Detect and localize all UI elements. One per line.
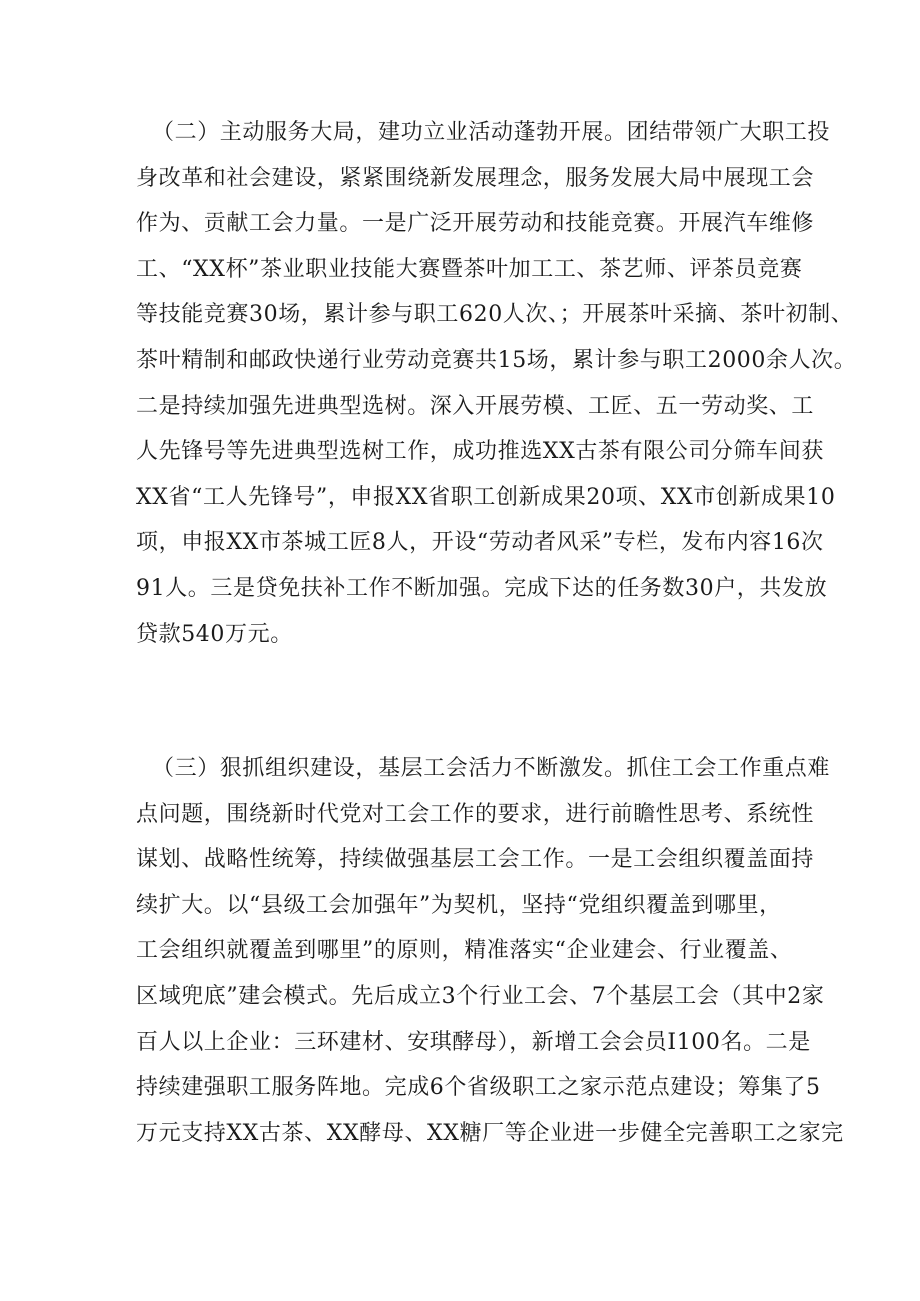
text-line: 工会组织就覆盖到哪里”的原则，精准落实“企业建会、行业覆盖、	[136, 938, 793, 964]
text-line: 续扩大。以“县级工会加强年”为契机，坚持“党组织覆盖到哪里，	[136, 892, 782, 918]
text-line: XX省“工人先锋号”，申报XX省职工创新成果20项、XX市创新成果10	[136, 484, 836, 510]
paragraph-service-overall	[136, 110, 857, 657]
paragraph-organization-building	[136, 746, 844, 1156]
text-line: 点问题，围绕新时代党对工会工作的要求，进行前瞻性思考、系统性	[136, 801, 815, 827]
text-line: 万元支持XX古茶、XX酵母、XX糖厂等企业进一步健全完善职工之家完	[136, 1120, 844, 1146]
text-line: 区域兜底”建会模式。先后成立3个行业工会、7个基层工会（其中2家	[136, 983, 825, 1009]
text-line: 贷款540万元。	[136, 621, 293, 647]
text-line: 二是持续加强先进典型选树。深入开展劳模、工匠、五一劳动奖、工	[136, 393, 815, 419]
text-line: 91人。三是贷免扶补工作不断加强。完成下达的任务数30户，共发放	[136, 575, 828, 601]
text-line: 作为、贡献工会力量。一是广泛开展劳动和技能竞赛。开展汽车维修	[136, 211, 815, 237]
text-line: 身改革和社会建设，紧紧围绕新发展理念，服务发展大局中展现工会	[136, 165, 815, 191]
text-line: （二）主动服务大局，建功立业活动蓬勃开展。团结带领广大职工投	[152, 120, 831, 145]
text-line: 持续建强职工服务阵地。完成6个省级职工之家示范点建设；筹集了5	[136, 1075, 821, 1101]
text-line: 工、“XX杯”茶业职业技能大赛暨茶叶加工工、茶艺师、评茶员竞赛	[136, 256, 803, 282]
text-line: 百人以上企业：三环建材、安琪酵母），新增工会会员I100名。二是	[136, 1029, 811, 1055]
text-line: 茶叶精制和邮政快递行业劳动竞赛共15场，累计参与职工2000余人次。	[136, 347, 857, 373]
text-line: （三）狠抓组织建设，基层工会活力不断激发。抓住工会工作重点难	[152, 756, 831, 781]
text-line: 人先锋号等先进典型选树工作，成功推选XX古茶有限公司分筛车间获	[136, 439, 824, 465]
text-line: 等技能竞赛30场，累计参与职工620人次、；开展茶叶采摘、茶叶初制、	[136, 302, 854, 328]
text-line: 项，申报XX市茶城工匠8人，开设“劳动者风采”专栏，发布内容16次	[136, 530, 824, 556]
text-line: 谋划、战略性统筹，持续做强基层工会工作。一是工会组织覆盖面持	[136, 847, 815, 873]
